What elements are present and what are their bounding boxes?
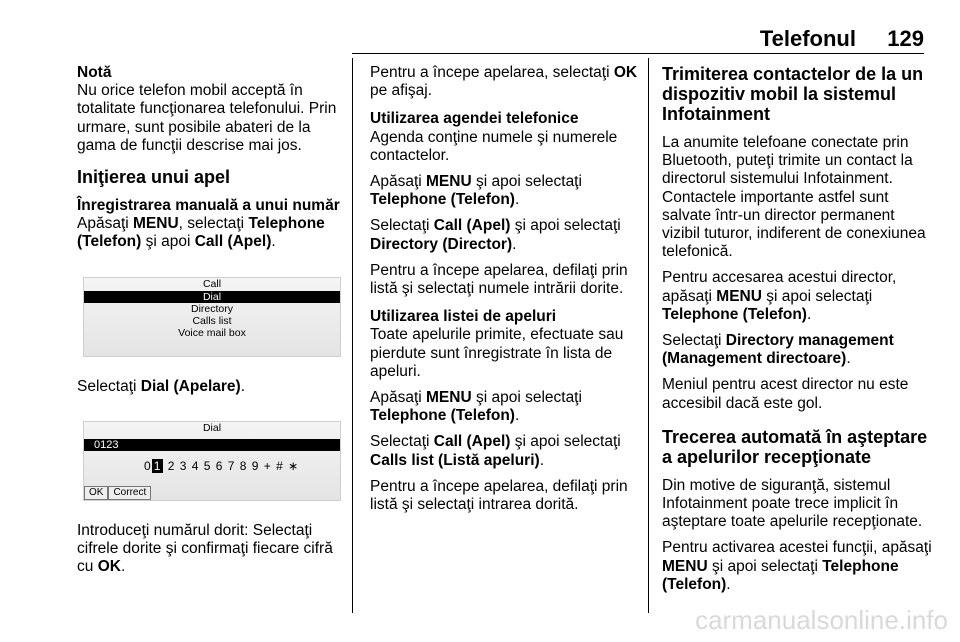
call-menu-screenshot [77, 268, 347, 364]
heading-phonebook: Utilizarea agendei telefonice [370, 110, 579, 128]
paragraph: Selectaţi Dial (Apelare). [77, 377, 245, 395]
paragraph: La anumite telefoane conectate prin Bluetooth, puteţi trimite un contact la directorul sistemului Infotainment. Contactele importante astfel sunt salvate într-un director permanent vizibil tuturor, indiferent de conexiunea telefonică. [662, 134, 926, 261]
paragraph: Apăsaţi MENU şi apoi selectaţi Telephone (Telefon). [370, 173, 582, 209]
paragraph: Din motive de siguranţă, sistemul Infotainment poate trece implicit în aşteptare toate apelurile recepţionate. [662, 476, 923, 531]
heading-calls-list: Utilizarea listei de apeluri [370, 308, 557, 326]
paragraph: Selectaţi Call (Apel) şi apoi selectaţi Directory (Director). [370, 217, 621, 253]
column-2 [370, 64, 640, 522]
chapter-title: Telefonul [759, 26, 856, 51]
paragraph: Meniul pentru acest director nu este accesibil dacă este gol. [662, 376, 909, 412]
column-1 [77, 64, 347, 584]
digit-row: 0 1 2 3 4 5 6 7 8 9 + # ∗ [144, 458, 300, 473]
note-text: Nu orice telefon mobil acceptă în totalitate funcţionarea telefonului. Prin urmare, sunt posibile abateri de la gama de funcţii descrise mai jos. [77, 82, 337, 154]
watermark: carmanualsonline.info [695, 605, 948, 635]
heading-start-call: Iniţierea unui apel [77, 167, 231, 188]
paragraph: Pentru a începe apelarea, defilaţi prin listă şi selectaţi numele intrării dorite. [370, 261, 628, 298]
paragraph: Apăsaţi MENU şi apoi selectaţi Telephone (Telefon). [370, 389, 582, 425]
column-3 [662, 64, 932, 602]
note-title: Notă [77, 64, 112, 81]
paragraph: Apăsaţi MENU, selectaţi Telephone (Telefon) şi apoi Call (Apel). [77, 215, 325, 251]
paragraph: Agenda conţine numele şi numerele contactelor. [370, 128, 618, 164]
page-header [0, 26, 960, 54]
heading-auto-hold: Trecerea automată în aşteptare a apelurilor recepţionate [662, 426, 928, 467]
heading-send-contacts: Trimiterea contactelor de la un dispozitiv mobil la sistemul Infotainment [662, 64, 924, 124]
paragraph: Pentru activarea acestei funcţii, apăsaţi MENU şi apoi selectaţi Telephone (Telefon). [662, 539, 932, 593]
paragraph: Pentru a începe apelarea, selectaţi OK pe afişaj. [370, 64, 638, 100]
selected-digit: 1 [153, 458, 162, 473]
paragraph: Introduceţi numărul dorit: Selectaţi cifrele dorite şi confirmaţi fiecare cifră cu OK. [77, 521, 333, 576]
menu-item-dial: Dial [84, 291, 340, 303]
menu-item-directory: Directory [190, 302, 233, 315]
paragraph: Toate apelurile primite, efectuate sau pierdute sunt înregistrate în lista de apeluri. [370, 326, 624, 380]
header-rule [352, 53, 924, 54]
screen-title: Call [202, 277, 222, 290]
paragraph: Selectaţi Call (Apel) şi apoi selectaţi Calls list (Listă apeluri). [370, 433, 621, 469]
column-divider-2 [648, 58, 649, 613]
ok-button: OK [84, 486, 108, 500]
column-divider-1 [352, 58, 353, 613]
menu-item-voice-mail: Voice mail box [178, 326, 246, 339]
paragraph: Pentru a începe apelarea, defilaţi prin listă şi selectaţi intrarea dorită. [370, 477, 628, 514]
dial-screenshot [77, 412, 347, 508]
screen-title: Dial [202, 421, 222, 434]
heading-manual-number: Înregistrarea manuală a unui număr [77, 197, 340, 215]
paragraph: Selectaţi Directory management (Management directoare). [662, 332, 894, 368]
correct-button: Correct [108, 486, 151, 500]
page-number: 129 [887, 26, 924, 51]
paragraph: Pentru accesarea acestui director, apăsaţi MENU şi apoi selectaţi Telephone (Telefon). [662, 269, 897, 323]
menu-item-calls-list: Calls list [192, 314, 232, 327]
note [77, 64, 347, 155]
dial-number-field: 0123 [84, 439, 340, 451]
